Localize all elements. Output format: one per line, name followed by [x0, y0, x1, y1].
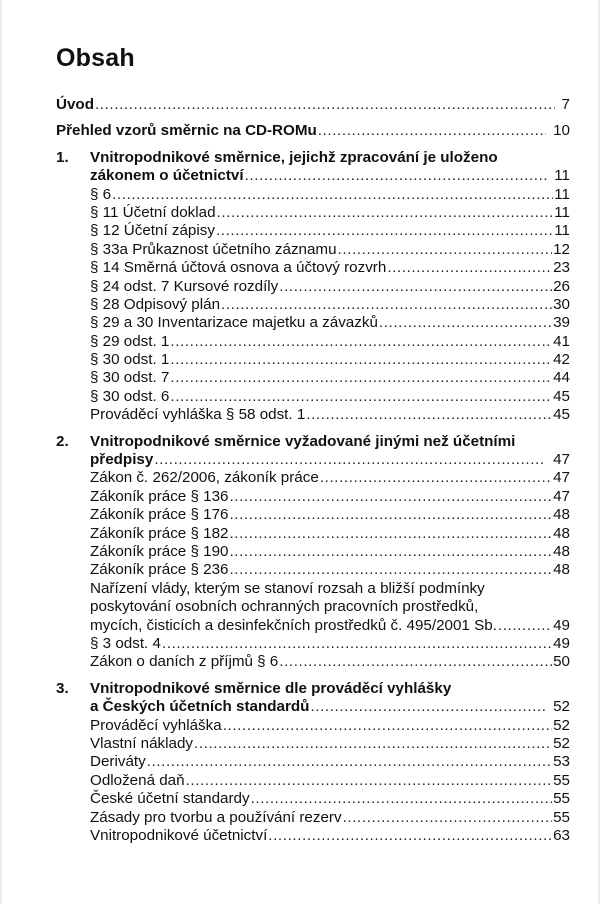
- toc-item[interactable]: [56, 333, 570, 351]
- dot-leader: [229, 506, 552, 524]
- toc-page-number: 48: [553, 506, 570, 524]
- toc-page-number: 30: [553, 295, 570, 313]
- section-title-line1: Vnitropodnikové směrnice dle prováděcí vyhlášky: [90, 679, 452, 697]
- toc-item[interactable]: [56, 488, 570, 506]
- toc-page-number: 44: [553, 369, 570, 387]
- section-heading[interactable]: [56, 149, 570, 167]
- toc-item-label: Vnitropodnikové účetnictví: [90, 826, 268, 844]
- dot-leader: [112, 186, 553, 204]
- toc-item[interactable]: [56, 296, 570, 314]
- toc-item-label-line1: Nařízení vlády, kterým se stanoví rozsah a bližší podmínky: [90, 579, 485, 597]
- toc-item[interactable]: [56, 653, 570, 671]
- toc-item-label: Prováděcí vyhláška § 58 odst. 1: [90, 406, 306, 424]
- dot-leader: [170, 369, 552, 387]
- toc-page-number: 45: [553, 406, 570, 424]
- dot-leader: [194, 735, 552, 753]
- section-heading[interactable]: [56, 680, 570, 698]
- toc-page-number: 11: [554, 203, 570, 221]
- toc-page-number: 63: [553, 826, 570, 844]
- section-title-line1: Vnitropodnikové směrnice vyžadované jinými než účetními: [90, 432, 516, 450]
- toc-item-label: Zásady pro tvorbu a používání rezerv: [90, 808, 342, 826]
- dot-leader: [147, 753, 552, 771]
- toc-item-multiline[interactable]: [56, 580, 570, 635]
- toc-item-label: § 29 a 30 Inventarizace majetku a závazků: [90, 314, 378, 332]
- toc-section-3: [56, 680, 570, 846]
- toc-item-label: Zákoník práce § 236: [90, 561, 229, 579]
- toc-page-number: 11: [554, 167, 570, 185]
- section-title-line2: předpisy: [90, 451, 154, 469]
- dot-leader: [162, 635, 552, 653]
- dot-leader: [95, 96, 555, 114]
- dot-leader: [186, 772, 553, 790]
- toc-page-number: 23: [553, 259, 570, 277]
- toc-page-number: 52: [553, 716, 570, 734]
- dot-leader: [251, 790, 553, 808]
- toc-page-number: 12: [553, 240, 570, 258]
- dot-leader: [498, 617, 552, 635]
- toc-entry-intro[interactable]: [56, 96, 570, 114]
- dot-leader: [318, 122, 546, 140]
- toc-item[interactable]: [56, 525, 570, 543]
- dot-leader: [154, 451, 546, 469]
- section-title-line2: a Českých účetních standardů: [90, 698, 310, 716]
- toc-item[interactable]: [56, 314, 570, 332]
- section-number: 2.: [56, 432, 69, 450]
- toc-item-label: § 3 odst. 4: [90, 635, 161, 652]
- toc-page-number: 55: [553, 771, 570, 789]
- dot-leader: [229, 561, 552, 579]
- dot-leader: [279, 278, 552, 296]
- dot-leader: [310, 698, 546, 716]
- toc-page-number: 53: [553, 753, 570, 771]
- toc-item-label-line3: mycích, čisticích a desinfekčních prostředků č. 495/2001 Sb.: [90, 616, 497, 634]
- toc-page-number: 52: [553, 698, 570, 716]
- toc-item-label: Zákon č. 262/2006, zákoník práce: [90, 469, 319, 487]
- section-heading-continuation[interactable]: [56, 451, 570, 469]
- dot-leader: [387, 259, 552, 277]
- toc-item-label: Zákoník práce § 182: [90, 524, 229, 542]
- toc-page-number: 52: [553, 734, 570, 752]
- dot-leader: [379, 314, 552, 332]
- toc-page-number: 45: [553, 387, 570, 405]
- section-title-line2: zákonem o účetnictví: [90, 167, 244, 185]
- toc-page-number: 41: [553, 332, 570, 350]
- toc-item[interactable]: [56, 635, 570, 653]
- toc-page-number: 42: [553, 351, 570, 369]
- toc-page-number: 47: [553, 487, 570, 505]
- toc-page-number: 55: [553, 790, 570, 808]
- toc-item-label: Prováděcí vyhláška: [90, 716, 222, 734]
- dot-leader: [268, 827, 552, 845]
- dot-leader: [279, 653, 552, 671]
- dot-leader: [343, 809, 553, 827]
- toc-item-last-line: [56, 617, 570, 635]
- toc-page-number: 39: [553, 314, 570, 332]
- toc-page-number: 55: [553, 808, 570, 826]
- toc-item-label: Odložená daň: [90, 771, 185, 789]
- toc-item-label: § 30 odst. 6: [90, 387, 170, 405]
- toc-item-label: § 30 odst. 1: [90, 351, 170, 369]
- toc-item[interactable]: [56, 790, 570, 808]
- dot-leader: [170, 351, 552, 369]
- toc-page-number: 10: [553, 122, 570, 140]
- toc-page-number: 47: [553, 451, 570, 469]
- dot-leader: [216, 222, 553, 240]
- toc-item[interactable]: [56, 809, 570, 827]
- toc-page-number: 48: [553, 561, 570, 579]
- toc-item-label: Zákoník práce § 176: [90, 506, 229, 524]
- dot-leader: [338, 241, 553, 259]
- toc-item-label: Deriváty: [90, 753, 146, 771]
- toc-item-label: § 11 Účetní doklad: [90, 203, 216, 221]
- toc-item-label: § 28 Odpisový plán: [90, 295, 221, 313]
- toc-page-number: 47: [553, 469, 570, 487]
- toc-item[interactable]: [56, 369, 570, 387]
- toc-page-number: 48: [553, 543, 570, 561]
- toc-page-number: 26: [553, 277, 570, 295]
- toc-section-1: [56, 149, 570, 425]
- toc-page-number: 11: [554, 222, 570, 240]
- toc-item[interactable]: [56, 827, 570, 845]
- section-title-line1: Vnitropodnikové směrnice, jejichž zpracování je uloženo: [90, 148, 498, 166]
- toc-item[interactable]: [56, 753, 570, 771]
- toc-item[interactable]: [56, 543, 570, 561]
- toc-item[interactable]: [56, 735, 570, 753]
- dot-leader: [229, 525, 552, 543]
- toc-item-label: České účetní standardy: [90, 790, 250, 808]
- toc-entry-label: Přehled vzorů směrnic na CD-ROMu: [56, 122, 317, 140]
- toc-item-label: § 6: [90, 185, 112, 203]
- toc-item-label: § 30 odst. 7: [90, 369, 170, 387]
- toc-page-number: 49: [553, 616, 570, 634]
- toc-item-label: § 12 Účetní zápisy: [90, 222, 215, 240]
- dot-leader: [229, 488, 552, 506]
- toc-item-label: § 14 Směrná účtová osnova a účtový rozvrh: [90, 259, 387, 277]
- toc-entry-label: Úvod: [56, 96, 94, 113]
- toc-item-label: Vlastní náklady: [90, 734, 193, 752]
- dot-leader: [223, 717, 552, 735]
- toc-page-number: 50: [553, 653, 570, 671]
- toc-item[interactable]: [56, 772, 570, 790]
- toc-item[interactable]: [56, 506, 570, 524]
- toc-entry-overview[interactable]: [56, 122, 570, 140]
- section-number: 3.: [56, 679, 69, 697]
- toc-item-label: § 33a Průkaznost účetního záznamu: [90, 240, 337, 258]
- toc-item[interactable]: [56, 222, 570, 240]
- dot-leader: [229, 543, 552, 561]
- toc-item[interactable]: [56, 388, 570, 406]
- toc-section-2: [56, 433, 570, 672]
- dot-leader: [245, 167, 548, 185]
- toc-page-number: 7: [561, 96, 570, 113]
- dot-leader: [306, 406, 552, 424]
- toc-item-label: Zákoník práce § 136: [90, 487, 229, 505]
- toc-item-label: § 29 odst. 1: [90, 332, 170, 350]
- toc-item[interactable]: [56, 406, 570, 424]
- dot-leader: [170, 333, 552, 351]
- toc-item[interactable]: [56, 259, 570, 277]
- toc-item[interactable]: [56, 186, 570, 204]
- toc-page-number: 48: [553, 524, 570, 542]
- toc-item-label-line2: poskytování osobních ochranných pracovních prostředků,: [90, 598, 479, 616]
- page-title: Obsah: [56, 44, 135, 72]
- toc-item[interactable]: [56, 469, 570, 487]
- dot-leader: [221, 296, 552, 314]
- toc-item-label: § 24 odst. 7 Kursové rozdíly: [90, 277, 279, 295]
- table-of-contents: [56, 96, 570, 845]
- toc-item[interactable]: [56, 204, 570, 222]
- dot-leader: [217, 204, 554, 222]
- section-heading-continuation[interactable]: [56, 698, 570, 716]
- toc-item[interactable]: [56, 278, 570, 296]
- toc-item-label: Zákon o daních z příjmů § 6: [90, 653, 279, 671]
- toc-item[interactable]: [56, 351, 570, 369]
- toc-item[interactable]: [56, 241, 570, 259]
- toc-page-number: 11: [554, 185, 570, 203]
- toc-page-number: 49: [553, 635, 570, 652]
- section-heading[interactable]: [56, 433, 570, 451]
- dot-leader: [170, 388, 552, 406]
- section-heading-continuation[interactable]: [56, 167, 570, 185]
- section-number: 1.: [56, 148, 69, 166]
- toc-item[interactable]: [56, 561, 570, 579]
- toc-item-label: Zákoník práce § 190: [90, 543, 229, 561]
- toc-item[interactable]: [56, 717, 570, 735]
- dot-leader: [320, 469, 552, 487]
